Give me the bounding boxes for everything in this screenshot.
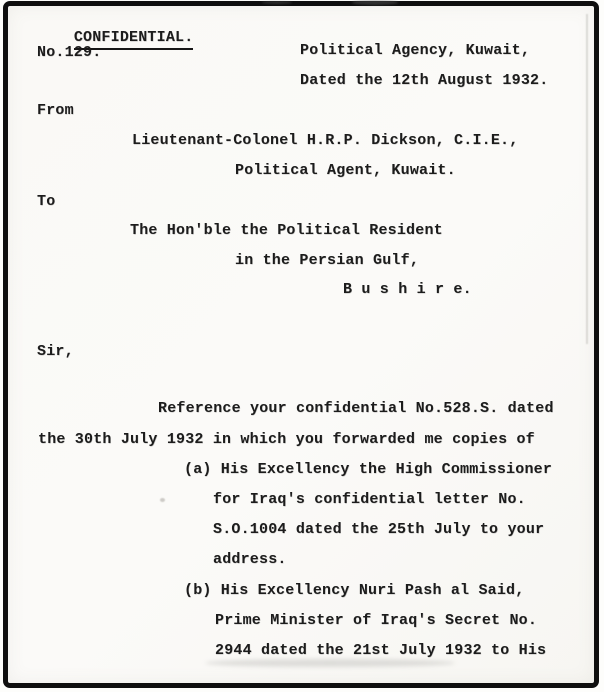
to-label: To (37, 193, 56, 210)
item-a-line-3: S.O.1004 dated the 25th July to your (213, 521, 545, 538)
item-a-line-2: for Iraq's confidential letter No. (213, 491, 526, 508)
body-paragraph-line-2: the 30th July 1932 in which you forwarded me copies of (38, 431, 535, 448)
body-paragraph-line-1: Reference your confidential No.528.S. dated (158, 400, 554, 417)
item-b-line-1: (b) His Excellency Nuri Pash al Said, (184, 582, 525, 599)
letterhead-date: Dated the 12th August 1932. (300, 72, 549, 89)
item-a-line-1: (a) His Excellency the High Commissioner (184, 461, 553, 478)
recipient-line-1: The Hon'ble the Political Resident (130, 222, 443, 239)
item-a-line-4: address. (213, 551, 287, 568)
sender-title: Political Agent, Kuwait. (235, 162, 456, 179)
salutation: Sir, (37, 343, 74, 360)
from-label: From (37, 102, 74, 119)
recipient-line-3: B u s h i r e. (343, 281, 472, 298)
sender-name: Lieutenant-Colonel H.R.P. Dickson, C.I.E., (132, 132, 519, 149)
letterhead-agency: Political Agency, Kuwait, (300, 42, 531, 59)
item-b-line-3: 2944 dated the 21st July 1932 to His (215, 642, 547, 659)
recipient-line-2: in the Persian Gulf, (235, 252, 420, 269)
classification-text: CONFIDENTIAL. (74, 29, 194, 50)
letter-number: No.129. (37, 44, 102, 61)
item-b-line-2: Prime Minister of Iraq's Secret No. (215, 612, 538, 629)
